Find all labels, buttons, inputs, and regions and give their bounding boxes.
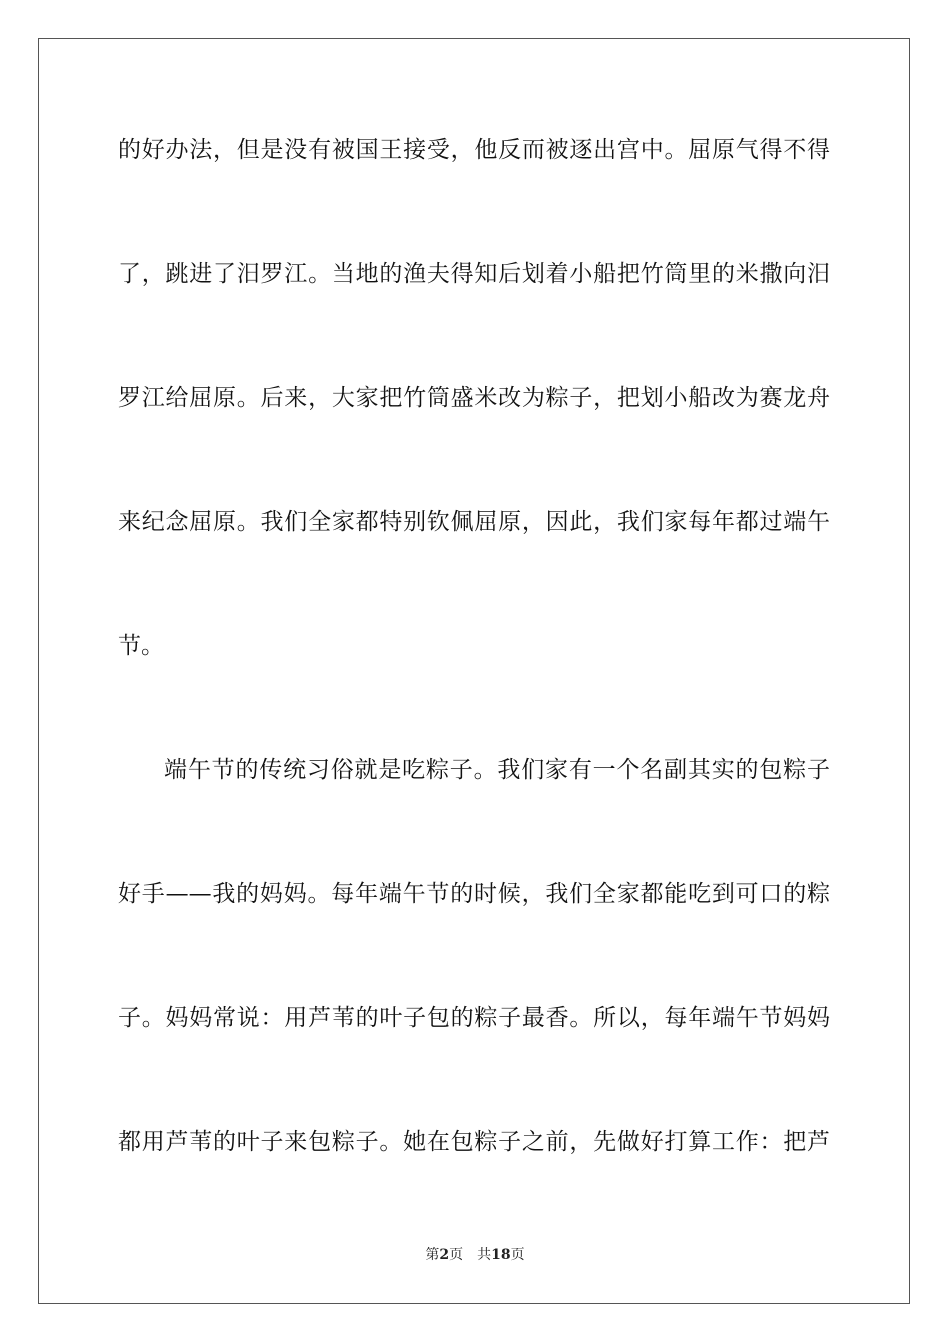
text-line-1: 的好办法，但是没有被国王接受，他反而被逐出宫中。屈原气得不得 <box>118 137 830 163</box>
text-line-2: 了，跳进了汨罗江。当地的渔夫得知后划着小船把竹筒里的米撒向汨 <box>118 261 830 287</box>
total-suffix: 页 <box>510 1247 525 1263</box>
text-line-3: 罗江给屈原。后来，大家把竹筒盛米改为粽子，把划小船改为赛龙舟 <box>118 385 830 411</box>
page-suffix: 页 <box>449 1247 464 1263</box>
text-line-4: 来纪念屈原。我们全家都特别钦佩屈原，因此，我们家每年都过端午 <box>118 509 830 535</box>
page-border <box>38 38 910 1304</box>
text-line-7: 好手——我的妈妈。每年端午节的时候，我们全家都能吃到可口的粽 <box>118 881 830 907</box>
text-line-8: 子。妈妈常说：用芦苇的叶子包的粽子最香。所以，每年端午节妈妈 <box>118 1005 830 1031</box>
page-prefix: 第 <box>425 1247 440 1263</box>
page-total: 18 <box>491 1247 511 1263</box>
text-line-9: 都用芦苇的叶子来包粽子。她在包粽子之前，先做好打算工作：把芦 <box>118 1129 830 1155</box>
page-footer <box>0 1246 950 1264</box>
text-line-5: 节。 <box>118 633 164 659</box>
page-current: 2 <box>439 1247 450 1263</box>
text-line-6: 端午节的传统习俗就是吃粽子。我们家有一个名副其实的包粽子 <box>164 757 830 783</box>
total-prefix: 共 <box>477 1247 492 1263</box>
